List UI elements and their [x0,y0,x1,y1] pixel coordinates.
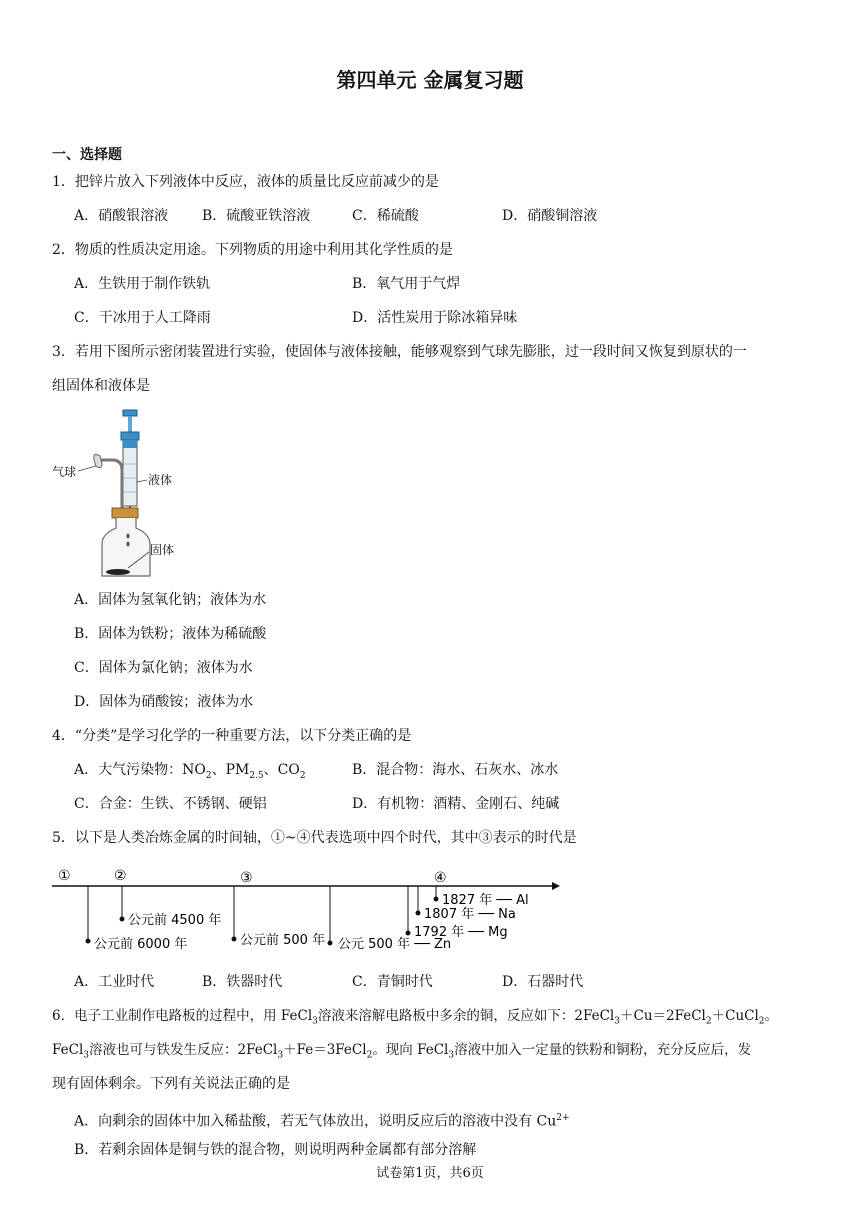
event-1827-al: 1827 年 ── Al [442,893,529,908]
question-2-stem: 2．物质的性质决定用途。下列物质的用途中利用其化学性质的是 [52,242,453,258]
label-solid: 固体 [150,543,175,557]
q6-option-a: A．向剩余的固体中加入稀盐酸，若无气体放出，说明反应后的溶液中没有 $Cu^{2+}$ [74,1113,570,1130]
q2-option-b: B．氧气用于气焊 [352,276,461,292]
question-6-line2: FeCl$_3$溶液也可与铁发生反应：2FeCl$_3$＋Fe＝3FeCl$_2$。现向 FeCl$_3$溶液中加入一定量的铁粉和铜粉，充分反应后，发 [52,1042,752,1061]
question-6-line3: 现有固体剩余。下列有关说法正确的是 [52,1076,290,1092]
q5-option-a: A．工业时代 [74,974,155,990]
q1-option-a: A．硝酸银溶液 [74,208,169,224]
q2-option-c: C．干冰用于人工降雨 [74,310,211,326]
question-4-stem: 4．“分类”是学习化学的一种重要方法，以下分类正确的是 [52,728,412,744]
q3-option-d: D．固体为硝酸铵；液体为水 [74,694,254,710]
q3-option-c: C．固体为氯化钠；液体为水 [74,660,253,676]
timeline-marker-1: ① [58,868,71,884]
event-1792-mg: 1792 年 ── Mg [414,925,508,940]
q5-option-d: D．石器时代 [502,974,584,990]
q6-option-b: B．若剩余固体是铜与铁的混合物，则说明两种金属都有部分溶解 [74,1142,477,1158]
q1-option-b: B．硫酸亚铁溶液 [202,208,311,224]
page-footer: 试卷第1页，共6页 [376,1166,484,1181]
timeline-marker-2: ② [114,868,127,884]
apparatus-diagram [52,404,202,580]
question-6-line1: 6．电子工业制作电路板的过程中，用 FeCl$_3$溶液来溶解电路板中多余的铜，反应如下：2FeCl$_3$＋Cu＝2FeCl$_2$＋CuCl$_2$。 [52,1008,779,1027]
q5-option-b: B．铁器时代 [202,974,283,990]
event-bc4500: 公元前 4500 年 [128,913,222,928]
q4-option-b: B．混合物：海水、石灰水、冰水 [352,762,559,778]
q1-option-d: D．硝酸铜溶液 [502,208,598,224]
event-ad500-zn: 公元 500 年 ── Zn [338,937,452,952]
question-5-stem: 5．以下是人类冶炼金属的时间轴，①~④代表选项中四个时代，其中③表示的时代是 [52,830,577,846]
event-bc500: 公元前 500 年 [240,933,326,948]
label-liquid: 液体 [148,473,173,487]
q5-option-c: C．青铜时代 [352,974,433,990]
q3-option-a: A．固体为氢氧化钠；液体为水 [74,592,267,608]
q3-option-b: B．固体为铁粉；液体为稀硫酸 [74,626,267,642]
label-balloon: 气球 [52,465,77,479]
q1-option-c: C．稀硫酸 [352,208,419,224]
q4-option-d: D．有机物：酒精、金刚石、纯碱 [352,796,560,812]
question-3-stem-line1: 3．若用下图所示密闭装置进行实验，使固体与液体接触，能够观察到气球先膨胀，过一段时间又恢复到原状的一 [52,344,747,360]
page-title: 第四单元 金属复习题 [336,68,524,92]
event-1807-na: 1807 年 ── Na [424,907,516,922]
timeline-marker-4: ④ [434,870,447,886]
question-3-stem-line2: 组固体和液体是 [52,378,150,394]
metal-timeline [52,862,562,962]
q4-option-a: A．大气污染物：$NO_2$、$PM_{2.5}$、$CO_2$ [74,762,306,781]
q2-option-d: D．活性炭用于除冰箱异味 [352,310,518,326]
event-bc6000: 公元前 6000 年 [94,937,188,952]
section-heading: 一、选择题 [52,147,122,163]
q2-option-a: A．生铁用于制作铁轨 [74,276,211,292]
timeline-marker-3: ③ [240,870,253,886]
q4-option-c: C．合金：生铁、不锈钢、硬铝 [74,796,267,812]
question-1-stem: 1．把锌片放入下列液体中反应，液体的质量比反应前减少的是 [52,174,439,190]
